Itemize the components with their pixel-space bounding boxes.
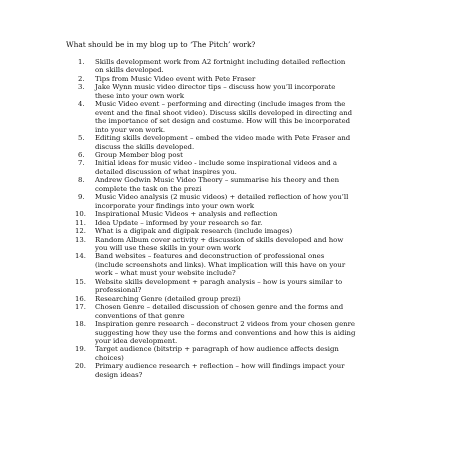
list-item-number: 9.: [78, 193, 85, 202]
list-item-number: 14.: [75, 252, 86, 261]
list-item-number: 5.: [78, 134, 85, 143]
list-item-text-line: Website skills development + paragh analysis – how is yours similar to: [95, 277, 343, 286]
list-item-text-line: Chosen Genre – detailed discussion of chosen genre and the forms and: [95, 303, 344, 312]
list-item: [66, 83, 396, 100]
list-item-number: 10.: [75, 210, 86, 219]
list-item-number: 15.: [75, 277, 86, 286]
list-item: [66, 134, 396, 151]
list-item-text-line: Random Album cover activity + discussion of skills developed and how: [95, 235, 344, 244]
list-item-number: 2.: [78, 74, 85, 83]
list-item-number: 6.: [78, 150, 85, 159]
list-item: [66, 345, 396, 362]
list-item-text-line: into your won work.: [95, 125, 166, 134]
list-item-text-line: incorporate your findings into your own work: [95, 201, 255, 210]
list-item-text-line: Andrew Godwin Music Video Theory – summarise his theory and then: [95, 176, 340, 185]
list-item-text-line: Band websites – features and deconstruction of professional ones: [95, 252, 325, 261]
list-item-text-line: Editing skills development – embed the video made with Pete Fraser and: [95, 134, 351, 143]
list-item-text-line: Music Video event – performing and directing (include images from the: [95, 100, 346, 109]
list-item-text-line: Group Member blog post: [95, 150, 183, 159]
list-item-text-line: the importance of set design and costume. How will this be incorporated: [95, 117, 351, 126]
list-item-number: 16.: [75, 294, 86, 303]
list-item-text-line: discuss the skills developed.: [95, 142, 195, 151]
list-item-number: 19.: [75, 345, 86, 354]
list-item: [66, 227, 396, 235]
list-item-text-line: choices): [95, 353, 124, 362]
list-item-text-line: What is a digipak and digipak research (include images): [95, 227, 293, 236]
list-item-text-line: Inspirational Music Videos + analysis and reflection: [95, 210, 278, 219]
list-item-text-line: Jake Wynn music video director tips – discuss how you’ll incorporate: [95, 83, 336, 92]
list-item: [66, 159, 396, 176]
list-item: [66, 100, 396, 134]
list-item-number: 20.: [75, 362, 86, 371]
list-item: [66, 252, 396, 277]
list-item-text-line: Skills development work from A2 fortnight including detailed reflection: [95, 58, 346, 66]
list-item-text-line: Researching Genre (detailed group prezi): [95, 294, 241, 303]
list-item-number: 13.: [75, 235, 86, 244]
list-item-text-line: (include screenshots and links). What implication will this have on your: [95, 260, 346, 269]
list-item: [66, 278, 396, 295]
list-item-text-line: event and the final shoot video). Discuss skills developed in directing and: [95, 108, 353, 117]
list-item-number: 17.: [75, 303, 86, 312]
list-item-number: 12.: [75, 227, 86, 236]
list-item: [66, 151, 396, 159]
list-item: [66, 176, 396, 193]
list-item-text-line: Music Video analysis (2 music videos) + detailed reflection of how you’ll: [95, 193, 349, 202]
list-item-number: 18.: [75, 320, 86, 329]
document-title: What should be in my blog up to ‘The Pitch’ work?: [66, 40, 256, 49]
list-item-number: 1.: [78, 58, 85, 66]
list-item-text-line: Target audience (bitstrip + paragraph of how audience affects design: [95, 345, 339, 354]
list-item: [66, 295, 396, 303]
list-item-text-line: on skills developed.: [95, 66, 164, 75]
list-item-text-line: detailed discussion of what inspires you.: [95, 167, 237, 176]
list-item-number: 3.: [78, 83, 85, 92]
list-item: [66, 193, 396, 210]
list-item-text-line: design ideas?: [95, 370, 143, 379]
list-item-text-line: Inspiration genre research – deconstruct 2 videos from your chosen genre: [95, 320, 355, 329]
list-item: [66, 236, 396, 253]
list-item-number: 11.: [75, 218, 86, 227]
list-item: [66, 210, 396, 218]
list-item-number: 4.: [78, 100, 85, 109]
list-item: [66, 58, 396, 75]
list-item-number: 7.: [78, 159, 85, 168]
list-item-text-line: work – what must your website include?: [95, 269, 236, 278]
requirements-list: [66, 58, 396, 379]
list-item: [66, 362, 396, 379]
list-item-text-line: Initial ideas for music video - include some inspirational videos and a: [95, 159, 338, 168]
list-item-text-line: you will use these skills in your own work: [95, 243, 241, 252]
list-item: [66, 219, 396, 227]
list-item: [66, 320, 396, 345]
list-item-text-line: Idea Update – informed by your research so far.: [95, 218, 263, 227]
list-item-text-line: complete the task on the prezi: [95, 184, 202, 193]
list-item-text-line: Tips from Music Video event with Pete Fraser: [95, 74, 256, 83]
list-item-text-line: professional?: [95, 286, 142, 295]
list-item-text-line: suggesting how they use the forms and conventions and how this is aiding: [95, 328, 356, 337]
list-item-number: 8.: [78, 176, 85, 185]
list-item-text-line: Primary audience research + reflection – how will findings impact your: [95, 362, 345, 371]
list-item: [66, 75, 396, 83]
list-item-text-line: conventions of that genre: [95, 311, 185, 320]
list-item-text-line: your idea development.: [95, 336, 178, 345]
list-item: [66, 303, 396, 320]
list-item-text-line: these into your own work: [95, 91, 184, 100]
